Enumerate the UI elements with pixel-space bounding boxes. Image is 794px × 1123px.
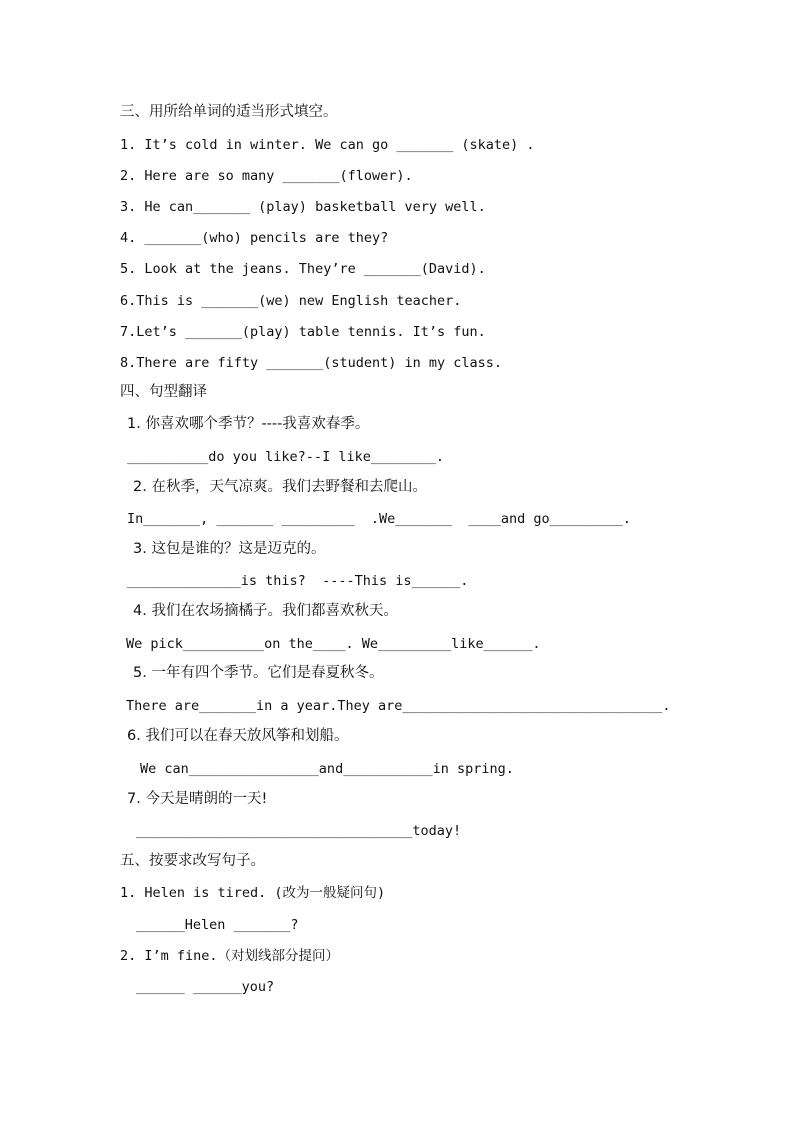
fill-item-6: 6.This is _______(we) new English teacher. [120, 293, 462, 309]
translate-prompt-6: 6. 我们可以在春天放风筝和划船。 [127, 728, 349, 744]
rewrite-answer-1: ______Helen _______? [136, 917, 299, 933]
translate-answer-5: There are_______in a year.They are________________________________. [126, 698, 671, 714]
translate-prompt-4: 4. 我们在农场摘橘子。我们都喜欢秋天。 [133, 603, 398, 619]
translate-prompt-7: 7. 今天是晴朗的一天! [127, 791, 268, 807]
section-3-title: 三、用所给单词的适当形式填空。 [120, 104, 338, 120]
translate-prompt-5: 5. 一年有四个季节。它们是春夏秋冬。 [133, 665, 384, 681]
translate-answer-2: In_______, _______ _________ .We_______ ____and go_________. [127, 511, 631, 527]
fill-item-2: 2. Here are so many _______(flower). [120, 168, 413, 184]
rewrite-question-2: 2. I’m fine.（对划线部分提问） [120, 948, 340, 964]
section-5-title: 五、按要求改写句子。 [120, 853, 265, 869]
fill-item-1: 1. It’s cold in winter. We can go _______ (skate) . [120, 137, 535, 153]
section-4-title: 四、句型翻译 [120, 384, 207, 400]
translate-prompt-1: 1. 你喜欢哪个季节？----我喜欢春季。 [127, 416, 370, 432]
fill-item-5: 5. Look at the jeans. They’re _______(David). [120, 261, 486, 277]
fill-item-3: 3. He can_______ (play) basketball very well. [120, 199, 486, 215]
fill-item-4: 4. _______(who) pencils are they? [120, 230, 389, 246]
rewrite-answer-2: ______ ______you? [136, 979, 275, 995]
translate-answer-1: __________do you like?--I like________. [127, 449, 444, 465]
translate-answer-3: ______________is this? ----This is______. [127, 573, 469, 589]
translate-prompt-3: 3. 这包是谁的？这是迈克的。 [133, 541, 326, 557]
translate-answer-7: __________________________________today! [136, 823, 462, 839]
translate-answer-6: We can________________and___________in spring. [140, 761, 514, 777]
rewrite-question-1: 1. Helen is tired. (改为一般疑问句) [120, 885, 386, 901]
fill-item-7: 7.Let’s _______(play) table tennis. It’s fun. [120, 324, 486, 340]
fill-item-8: 8.There are fifty _______(student) in my class. [120, 355, 503, 371]
translate-prompt-2: 2. 在秋季，天气凉爽。我们去野餐和去爬山。 [133, 479, 427, 495]
translate-answer-4: We pick__________on the____. We_________like______. [126, 636, 541, 652]
